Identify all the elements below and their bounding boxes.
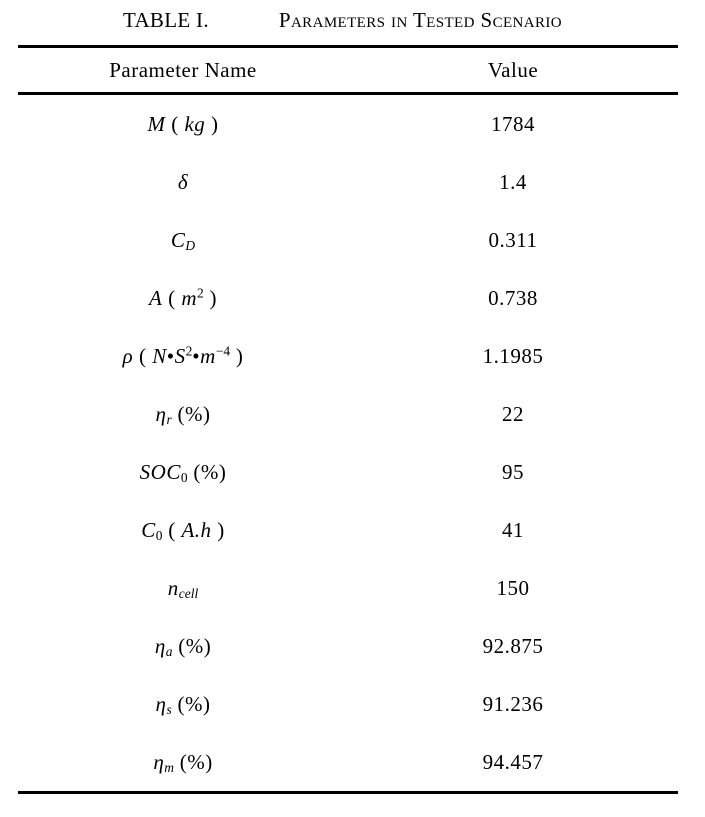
- param-name-cell: $C_0$ ( A.h ): [141, 517, 225, 543]
- table-row: [18, 501, 678, 559]
- param-value-cell: 22: [502, 401, 524, 426]
- param-name-cell: δ: [177, 169, 189, 194]
- table-caption: [123, 8, 562, 33]
- table-row: [18, 617, 678, 675]
- param-name-cell: $SOC_0$ (%): [139, 459, 227, 485]
- param-name-cell: $\eta_m$ (%): [153, 749, 213, 775]
- param-value-cell: 94.457: [482, 749, 544, 774]
- column-header-value: Value: [348, 47, 678, 94]
- param-value-cell: 92.875: [482, 633, 544, 658]
- table-row: [18, 733, 678, 793]
- table-body: [18, 94, 678, 793]
- param-value-cell: 150: [496, 575, 530, 600]
- parameters-table: [18, 45, 678, 794]
- table-caption-title: Parameters in Tested Scenario: [278, 8, 563, 32]
- param-value-cell: 41: [502, 517, 524, 542]
- param-name-cell: $C_D$: [170, 227, 196, 253]
- table-header: [18, 47, 678, 94]
- param-name-cell: $\eta_a$ (%): [154, 633, 212, 659]
- param-name-cell: $\eta_r$ (%): [155, 401, 211, 427]
- param-value-cell: 0.738: [488, 285, 538, 310]
- table-caption-label: TABLE I.: [123, 8, 209, 32]
- param-value-cell: 91.236: [482, 691, 544, 716]
- param-value-cell: 1.1985: [482, 343, 544, 368]
- param-value-cell: 95: [502, 459, 524, 484]
- param-name-cell: $\eta_s$ (%): [155, 691, 211, 717]
- table-row: [18, 211, 678, 269]
- table-row: [18, 559, 678, 617]
- param-value-cell: 0.311: [488, 227, 538, 252]
- column-header-parameter-name: Parameter Name: [18, 47, 348, 94]
- param-value-cell: 1.4: [499, 169, 527, 194]
- param-name-cell: $n_{cell}$: [167, 575, 199, 601]
- table-row: [18, 443, 678, 501]
- table-header-row: [18, 47, 678, 94]
- table-row: [18, 153, 678, 211]
- table-row: [18, 94, 678, 154]
- param-value-cell: 1784: [491, 111, 535, 136]
- table-row: [18, 269, 678, 327]
- param-name-cell: M ( kg ): [147, 111, 219, 136]
- param-name-cell: ρ ( $N•S^2•m^{-4}$ ): [122, 343, 244, 368]
- param-name-cell: A ( $m^2$ ): [149, 285, 217, 310]
- table-row: [18, 675, 678, 733]
- table-row: [18, 327, 678, 385]
- table-row: [18, 385, 678, 443]
